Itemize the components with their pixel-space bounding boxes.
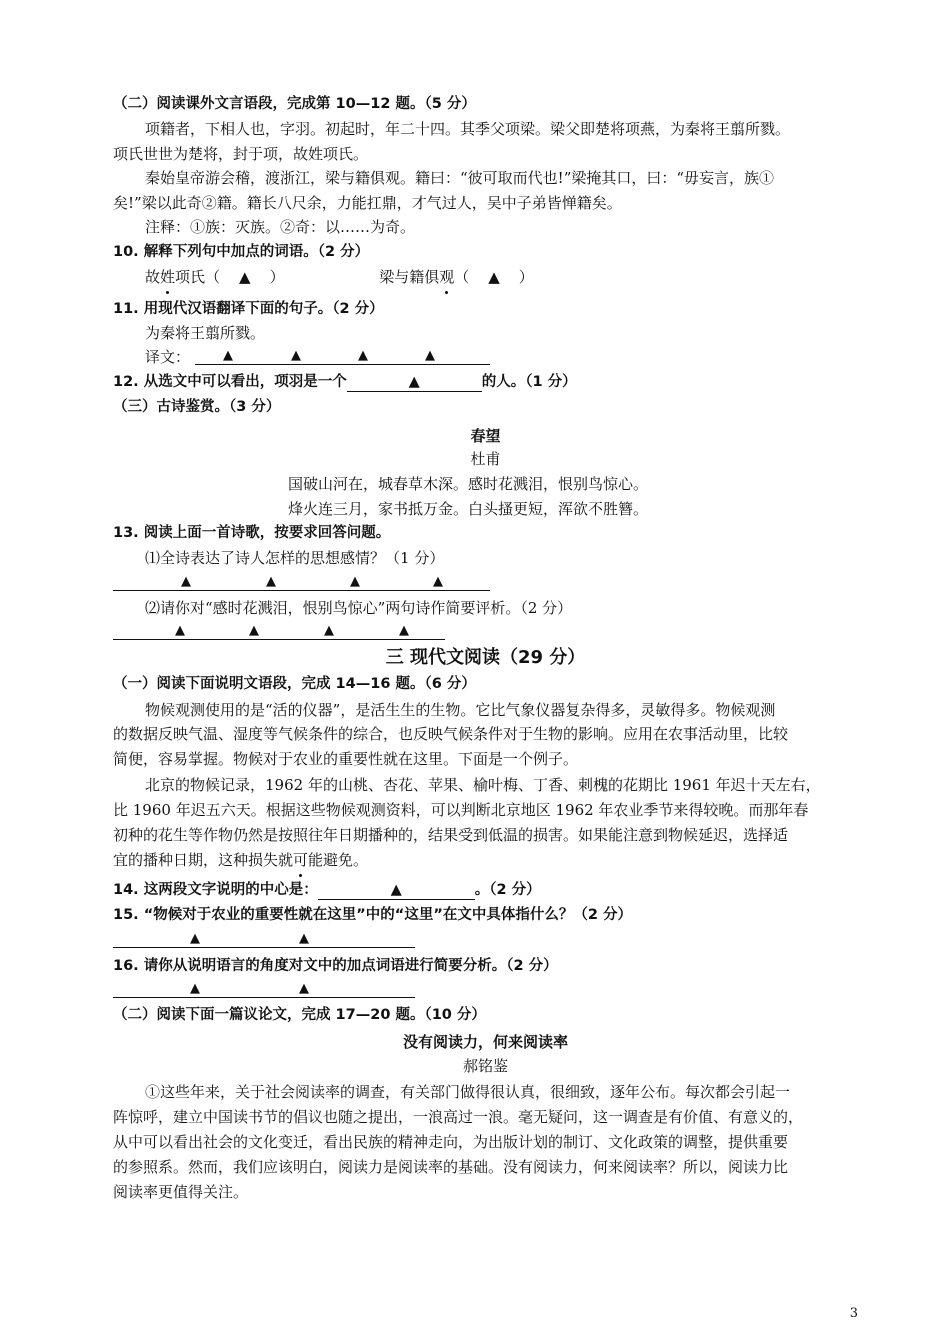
passage-line xyxy=(113,848,858,872)
question-14 xyxy=(113,878,858,902)
question-16: 16. 请你从说明语言的角度对文中的加点词语进行简要分析。（2 分） xyxy=(113,958,558,974)
answer-marker: ▲ xyxy=(408,374,420,390)
answer-line[interactable] xyxy=(113,947,415,948)
answer-marker: ▲ xyxy=(175,623,185,638)
answer-blank[interactable] xyxy=(318,881,475,900)
close-paren: ） xyxy=(518,268,534,286)
question-13-2: ⑵请你对“感时花溅泪，恨别鸟惊心”两句诗作简要评析。（2 分） xyxy=(145,599,573,617)
passage-text: 宜的播种日期，这种损失就 xyxy=(113,851,294,869)
essay-line: 的参照系。然而，我们应该明白，阅读力是阅读率的基础。没有阅读力，何来阅读率？所以，阅读力比 xyxy=(113,1158,789,1176)
answer-line[interactable] xyxy=(113,639,445,640)
q10a-text-pre: 故 xyxy=(145,268,161,286)
answer-marker: ▲ xyxy=(324,623,334,638)
answer-marker: ▲ xyxy=(190,981,200,996)
answer-marker: ▲ xyxy=(181,574,191,589)
answer-marker: ▲ xyxy=(266,574,276,589)
question-10-items xyxy=(113,265,858,289)
answer-marker: ▲ xyxy=(390,882,402,898)
essay-title: 没有阅读力，何来阅读率 xyxy=(402,1033,568,1051)
essay-line: ①这些年来，关于社会阅读率的调查，有关部门做得很认真，很细致，逐年公布。每次都会引起一 xyxy=(145,1083,791,1101)
passage-line: 项籍者，下相人也，字羽。初起时，年二十四。其季父项梁。梁父即楚将项燕，为秦将王翦所戮。 xyxy=(145,120,791,138)
passage-line: 比 1960 年迟五六天。根据这些物候观测资料，可以判断北京地区 1962 年农业季节来得较晚。而那年春 xyxy=(113,801,809,819)
question-15: 15. “物候对于农业的重要性就在这里”中的“这里”在文中具体指什么？（2 分） xyxy=(113,907,632,923)
answer-marker: ▲ xyxy=(425,348,435,363)
poet-name: 杜甫 xyxy=(470,450,501,468)
question-10: 10. 解释下列句中加点的词语。（2 分） xyxy=(113,244,370,260)
passage-line: 的数据反映气温、湿度等气候条件的综合，也反映气候条件对于生物的影响。应用在农事活动里，比较 xyxy=(113,725,789,743)
question-11-sentence: 为秦将王翦所戮。 xyxy=(145,324,266,342)
answer-line[interactable] xyxy=(113,590,490,591)
q12-pre: 12. 从选文中可以看出，项羽是一个 xyxy=(113,374,347,390)
poem-line: 国破山河在，城春草木深。感时花溅泪，恨别鸟惊心。 xyxy=(288,475,649,493)
q14-post: 。（2 分） xyxy=(474,882,541,898)
passage-line: 秦始皇帝游会稽，渡浙江，梁与籍俱观。籍曰：“彼可取而代也!”梁掩其口，曰：“毋妄言，族① xyxy=(145,169,775,187)
question-11: 11. 用现代汉语翻译下面的句子。（2 分） xyxy=(113,301,384,317)
essay-author: 郝铭鉴 xyxy=(462,1057,508,1075)
q10b-dotted-word: 观 xyxy=(439,265,454,289)
question-13-1: ⑴全诗表达了诗人怎样的思想感情？（1 分） xyxy=(145,549,445,567)
answer-marker: ▲ xyxy=(488,268,500,286)
answer-marker: ▲ xyxy=(190,931,200,946)
essay-line: 阅读率更值得关注。 xyxy=(113,1183,249,1201)
passage-line: 简便，容易掌握。物候对于农业的重要性就在这里。下面是一个例子。 xyxy=(113,750,579,768)
answer-line[interactable] xyxy=(113,997,415,998)
answer-marker: ▲ xyxy=(399,623,409,638)
answer-marker: ▲ xyxy=(249,623,259,638)
q10b-text-post: （ xyxy=(454,268,470,286)
answer-marker: ▲ xyxy=(299,981,309,996)
section-heading-poetry: （三）古诗鉴赏。（3 分） xyxy=(113,399,281,415)
section-heading-argumentative: （二）阅读下面一篇议论文，完成 17—20 题。（10 分） xyxy=(113,1007,486,1023)
poem-line: 烽火连三月，家书抵万金。白头搔更短，浑欲不胜簪。 xyxy=(288,500,649,518)
answer-marker: ▲ xyxy=(350,574,360,589)
section-heading-classical: （二）阅读课外文言语段，完成第 10—12 题。（5 分） xyxy=(113,96,476,112)
translation-label: 译文： xyxy=(145,348,191,366)
passage-line: 物候观测使用的是“活的仪器”，是活生生的生物。它比气象仪器复杂得多，灵敏得多。物候观测 xyxy=(145,701,776,719)
q14-pre: 14. 这两段文字说明的中心是： xyxy=(113,882,318,898)
q10a-dotted-word: 姓 xyxy=(160,265,175,289)
passage-line: 北京的物候记录，1962 年的山桃、杏花、苹果、榆叶梅、丁香、刺槐的花期比 1961 年迟十天左右， xyxy=(145,776,821,794)
question-12 xyxy=(113,370,858,394)
close-paren: ） xyxy=(269,268,285,286)
section-title-modern-reading: 三 现代文阅读（29 分） xyxy=(385,647,586,668)
q10a-text-post: 项氏（ xyxy=(175,268,221,286)
passage-line: 初种的花生等作物仍然是按照往年日期播种的，结果受到低温的损害。如果能注意到物候延迟，选择适 xyxy=(113,826,789,844)
passage-line: 项氏世世为楚将，封于项，故姓项氏。 xyxy=(113,145,369,163)
annotation-note: 注释：①族：灭族。②奇：以……为奇。 xyxy=(145,218,416,236)
passage-line: 矣!”梁以此奇②籍。籍长八尺余，力能扛鼎，才气过人，吴中子弟皆惮籍矣。 xyxy=(113,194,622,212)
poem-title: 春望 xyxy=(470,427,501,445)
answer-line[interactable] xyxy=(195,364,490,365)
answer-marker: ▲ xyxy=(239,268,251,286)
answer-marker: ▲ xyxy=(291,348,301,363)
section-heading-expository: （一）阅读下面说明文语段，完成 14—16 题。（6 分） xyxy=(113,676,476,692)
answer-marker: ▲ xyxy=(358,348,368,363)
page-number: 3 xyxy=(849,1306,858,1321)
passage-text: 能避免。 xyxy=(308,851,369,869)
q10b-text-pre: 梁与籍俱 xyxy=(379,268,440,286)
answer-blank[interactable] xyxy=(347,373,482,392)
answer-marker: ▲ xyxy=(223,348,233,363)
dotted-word: 可 xyxy=(293,848,308,872)
essay-line: 阵惊呼，建立中国读书节的倡议也随之提出，一浪高过一浪。毫无疑问，这一调查是有价值、有意义的， xyxy=(113,1108,804,1126)
essay-line: 从中可以看出社会的文化变迁，看出民族的精神走向，为出版计划的制订、文化政策的调整，提供重要 xyxy=(113,1133,789,1151)
q12-post: 的人。（1 分） xyxy=(481,374,577,390)
answer-marker: ▲ xyxy=(299,931,309,946)
question-13: 13. 阅读上面一首诗歌，按要求回答问题。 xyxy=(113,525,391,541)
answer-marker: ▲ xyxy=(433,574,443,589)
